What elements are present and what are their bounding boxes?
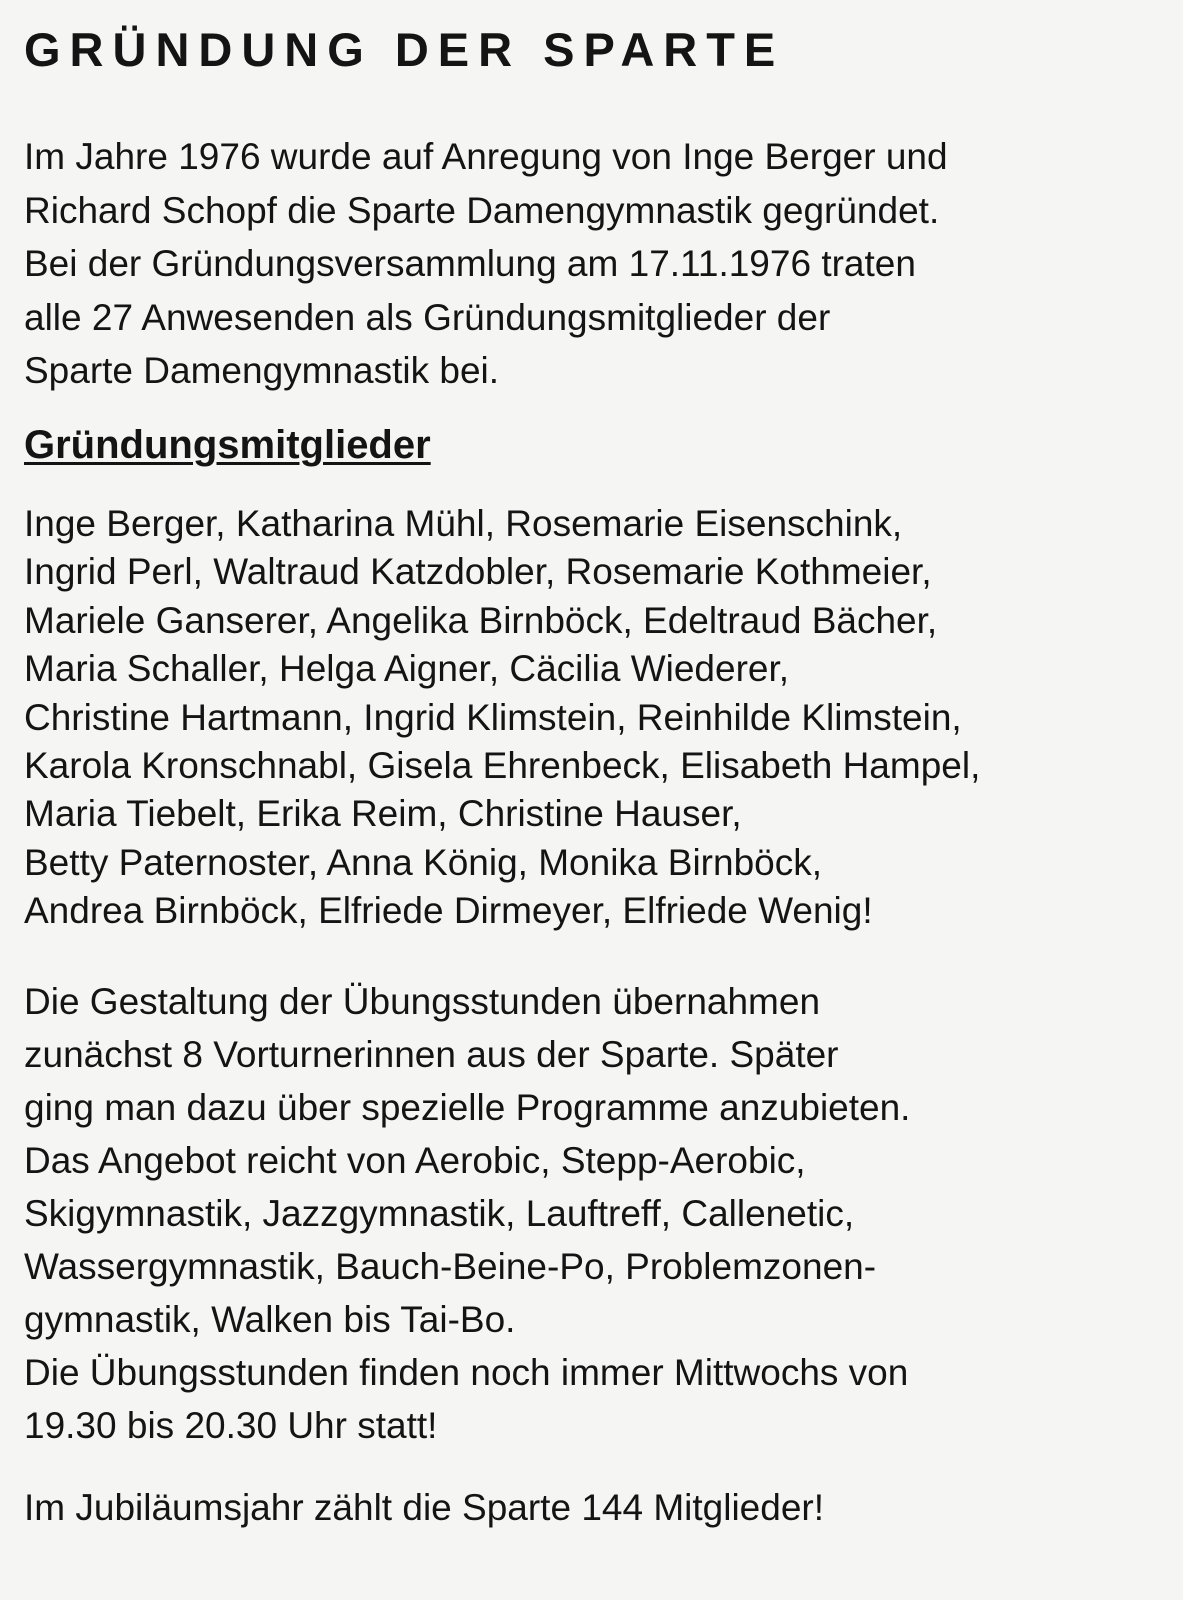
text-line: Ingrid Perl, Waltraud Katzdobler, Rosemarie Kothmeier, (24, 551, 932, 593)
members-list (24, 500, 980, 936)
members-heading: Gründungsmitglieder (24, 423, 431, 467)
closing-paragraph: Im Jubiläumsjahr zählt die Sparte 144 Mitglieder! (24, 1487, 824, 1528)
text-line: Karola Kronschnabl, Gisela Ehrenbeck, Elisabeth Hampel, (24, 745, 981, 787)
text-line: Betty Paternoster, Anna König, Monika Birnböck, (24, 841, 823, 883)
text-line: Sparte Damengymnastik bei. (24, 350, 500, 391)
text-line: zunächst 8 Vorturnerinnen aus der Sparte. Später (24, 1034, 839, 1075)
text-line: Inge Berger, Katharina Mühl, Rosemarie Eisenschink, (24, 503, 903, 544)
text-line: Das Angebot reicht von Aerobic, Stepp-Aerobic, (24, 1140, 806, 1181)
intro-paragraph (24, 130, 948, 398)
text-line: Die Übungsstunden finden noch immer Mittwochs von (24, 1352, 909, 1393)
text-line: ging man dazu über spezielle Programme anzubieten. (24, 1087, 911, 1128)
text-line: Wassergymnastik, Bauch-Beine-Po, Problemzonen- (24, 1246, 877, 1287)
text-line: Die Gestaltung der Übungsstunden übernahmen (24, 981, 821, 1022)
text-line: Im Jahre 1976 wurde auf Anregung von Inge Berger und (24, 136, 948, 177)
text-line: Christine Hartmann, Ingrid Klimstein, Reinhilde Klimstein, (24, 696, 962, 738)
text-line: Maria Schaller, Helga Aigner, Cäcilia Wiederer, (24, 648, 790, 690)
text-line: Bei der Gründungsversammlung am 17.11.1976 traten (24, 243, 916, 284)
text-line: Mariele Ganserer, Angelika Birnböck, Edeltraud Bächer, (24, 599, 938, 641)
text-line: Richard Schopf die Sparte Damengymnastik gegründet. (24, 189, 940, 231)
text-line: Andrea Birnböck, Elfriede Dirmeyer, Elfriede Wenig! (24, 890, 873, 932)
text-line: gymnastik, Walken bis Tai-Bo. (24, 1299, 516, 1340)
text-line: Maria Tiebelt, Erika Reim, Christine Hauser, (24, 793, 742, 835)
text-line: Skigymnastik, Jazzgymnastik, Lauftreff, Callenetic, (24, 1193, 855, 1234)
text-line: alle 27 Anwesenden als Gründungsmitglieder der (24, 296, 831, 338)
text-line: 19.30 bis 20.30 Uhr statt! (24, 1405, 438, 1446)
page-title: GRÜNDUNG DER SPARTE (24, 23, 785, 76)
program-paragraph (24, 975, 910, 1452)
